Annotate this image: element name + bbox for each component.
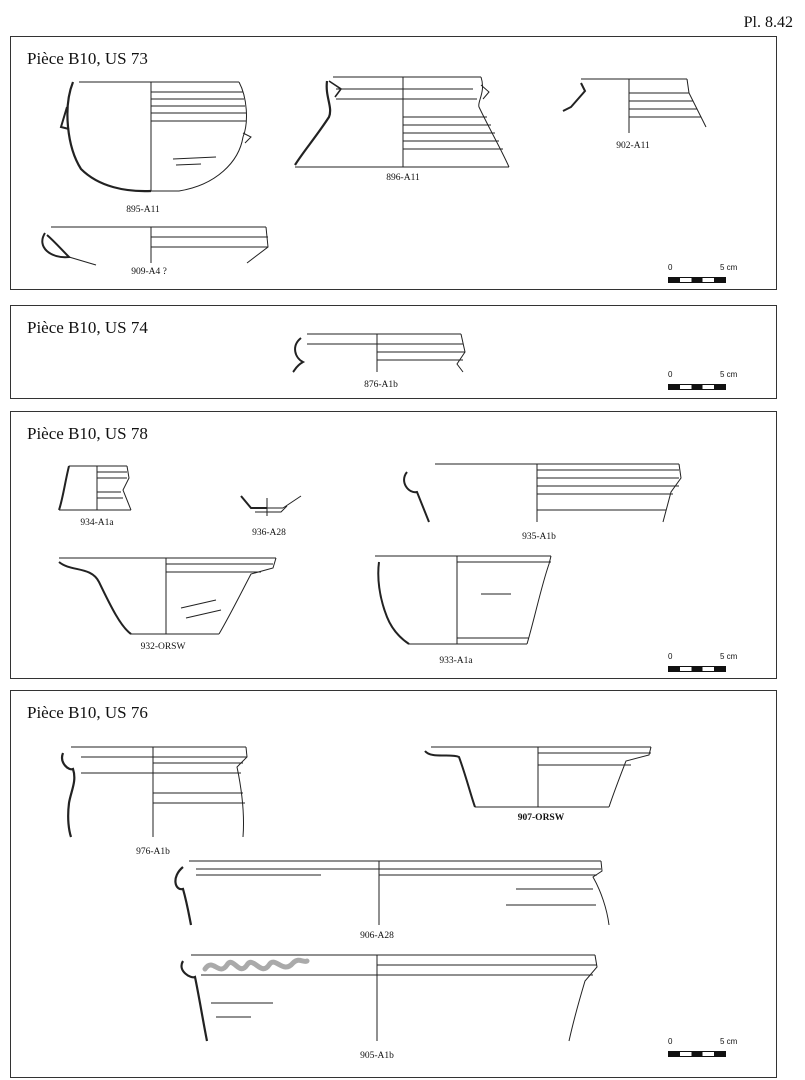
profile-896 bbox=[295, 77, 509, 167]
profile-932 bbox=[59, 558, 276, 634]
panel-title: Pièce B10, US 78 bbox=[27, 424, 148, 443]
scale-bar: 0 5 cm bbox=[666, 1037, 746, 1063]
scale-bar: 0 5 cm bbox=[666, 263, 746, 289]
caption-876: 876-A1b bbox=[364, 380, 398, 390]
caption-976: 976-A1b bbox=[136, 847, 170, 857]
profile-876 bbox=[293, 334, 465, 372]
profile-933 bbox=[375, 556, 551, 644]
profile-934 bbox=[59, 466, 131, 510]
panel-us73 bbox=[10, 36, 777, 290]
panel-us74 bbox=[10, 305, 777, 399]
plate-label: Pl. 8.42 bbox=[743, 14, 793, 31]
profile-907 bbox=[425, 747, 651, 807]
caption-933: 933-A1a bbox=[439, 656, 473, 666]
pottery-drawings-us76 bbox=[11, 691, 776, 1077]
panel-title: Pièce B10, US 76 bbox=[27, 703, 148, 722]
profile-936 bbox=[241, 496, 301, 516]
profile-902 bbox=[563, 79, 706, 133]
caption-907: 907-ORSW bbox=[517, 813, 565, 823]
caption-905: 905-A1b bbox=[360, 1051, 394, 1061]
caption-909: 909-A4 ? bbox=[131, 267, 167, 277]
caption-895: 895-A11 bbox=[126, 205, 160, 215]
panel-us78 bbox=[10, 411, 777, 679]
panel-title: Pièce B10, US 73 bbox=[27, 49, 148, 68]
profile-976 bbox=[62, 747, 247, 837]
caption-902: 902-A11 bbox=[616, 141, 650, 151]
pottery-drawings-us78 bbox=[11, 412, 776, 678]
pottery-drawings-us73 bbox=[11, 37, 776, 289]
caption-896: 896-A11 bbox=[386, 173, 420, 183]
panel-title: Pièce B10, US 74 bbox=[27, 318, 148, 337]
profile-895 bbox=[61, 82, 251, 191]
caption-936: 936-A28 bbox=[252, 528, 286, 538]
scale-bar: 0 5 cm bbox=[666, 652, 746, 678]
caption-932: 932-ORSW bbox=[140, 642, 186, 652]
caption-906: 906-A28 bbox=[360, 931, 394, 941]
profile-935 bbox=[404, 464, 681, 522]
scale-bar: 0 5 cm bbox=[666, 370, 746, 396]
profile-909 bbox=[42, 227, 268, 265]
panel-us76 bbox=[10, 690, 777, 1078]
caption-934: 934-A1a bbox=[80, 518, 114, 528]
caption-935: 935-A1b bbox=[522, 532, 556, 542]
profile-905 bbox=[182, 955, 597, 1041]
profile-906 bbox=[175, 861, 609, 925]
